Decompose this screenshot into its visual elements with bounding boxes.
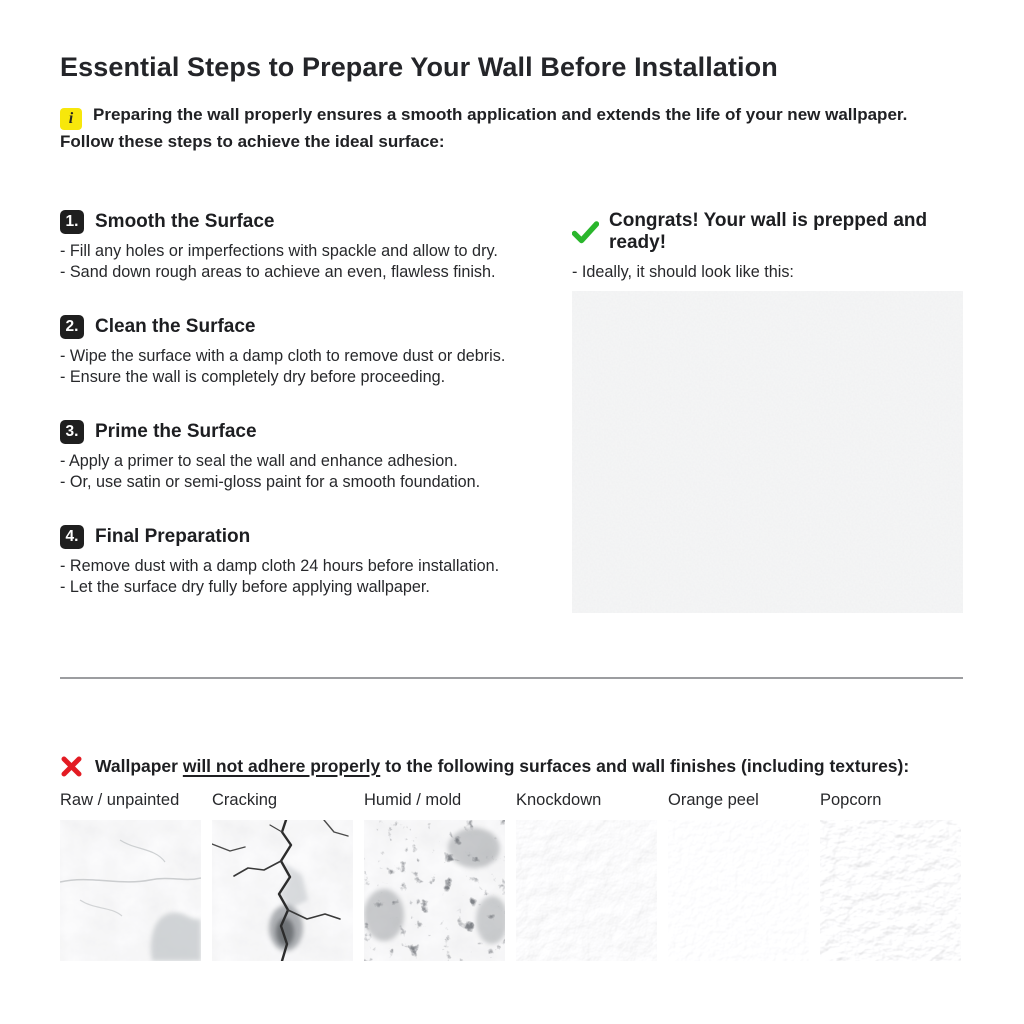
intro-paragraph (60, 103, 968, 154)
step-1-line-1: - Fill any holes or imperfections with spackle and allow to dry. (60, 242, 498, 260)
texture-label: Popcorn (820, 791, 882, 809)
checkmark-icon (572, 221, 599, 244)
texture-tile-orange-peel (668, 791, 809, 961)
texture-tile-humid-mold (364, 791, 505, 961)
step-smooth-surface (60, 210, 552, 283)
warning-prefix: Wallpaper (95, 756, 183, 776)
intro-line-1: Preparing the wall properly ensures a smooth application and extends the life of your new wallpaper. (93, 105, 908, 124)
intro-line-2: Follow these steps to achieve the ideal surface: (60, 132, 445, 151)
texture-label: Humid / mold (364, 791, 462, 809)
texture-label: Knockdown (516, 791, 602, 809)
section-divider (60, 677, 963, 679)
texture-label: Cracking (212, 791, 278, 809)
warning-emphasis: will not adhere properly (182, 756, 381, 776)
step-final-preparation (60, 525, 552, 598)
texture-tile-popcorn (820, 791, 961, 961)
step-2-title: Clean the Surface (95, 316, 256, 337)
texture-image-knockdown (516, 820, 657, 961)
texture-label: Raw / unpainted (60, 791, 180, 809)
success-title: Congrats! Your wall is prepped and ready! (609, 210, 928, 253)
texture-tile-raw-unpainted (60, 791, 201, 961)
step-4-line-1: - Remove dust with a damp cloth 24 hours before installation. (60, 557, 500, 575)
step-4-line-2: - Let the surface dry fully before applying wallpaper. (60, 578, 430, 596)
bad-surfaces-gallery (60, 791, 963, 961)
texture-label: Orange peel (668, 791, 759, 809)
step-2-line-2: - Ensure the wall is completely dry before proceeding. (60, 368, 446, 386)
step-4-badge: 4. (60, 525, 84, 549)
step-1-line-2: - Sand down rough areas to achieve an even, flawless finish. (60, 263, 496, 281)
warning-text (95, 754, 909, 778)
warning-heading (60, 754, 968, 778)
step-clean-surface (60, 315, 552, 388)
warning-suffix: to the following surfaces and wall finishes (including textures): (380, 756, 910, 776)
step-2-badge: 2. (60, 315, 84, 339)
step-4-title: Final Preparation (95, 526, 251, 547)
page-title: Essential Steps to Prepare Your Wall Before Installation (60, 52, 778, 82)
step-1-title: Smooth the Surface (95, 211, 275, 232)
success-column (572, 210, 963, 613)
step-3-line-1: - Apply a primer to seal the wall and enhance adhesion. (60, 452, 458, 470)
texture-tile-cracking (212, 791, 353, 961)
info-icon: i (60, 108, 82, 130)
success-subtitle: - Ideally, it should look like this: (572, 263, 794, 281)
step-3-badge: 3. (60, 420, 84, 444)
step-1-badge: 1. (60, 210, 84, 234)
x-mark-icon (60, 755, 83, 778)
texture-tile-knockdown (516, 791, 657, 961)
prepped-wall-image (572, 291, 963, 613)
texture-image-orange-peel (668, 820, 809, 961)
texture-image-popcorn (820, 820, 961, 961)
step-2-line-1: - Wipe the surface with a damp cloth to remove dust or debris. (60, 347, 506, 365)
steps-column (60, 210, 552, 630)
step-3-title: Prime the Surface (95, 421, 257, 442)
step-prime-surface (60, 420, 552, 493)
texture-image-raw-unpainted (60, 820, 201, 961)
step-3-line-2: - Or, use satin or semi-gloss paint for a smooth foundation. (60, 473, 481, 491)
texture-image-cracking (212, 820, 353, 961)
texture-image-humid-mold (364, 820, 505, 961)
